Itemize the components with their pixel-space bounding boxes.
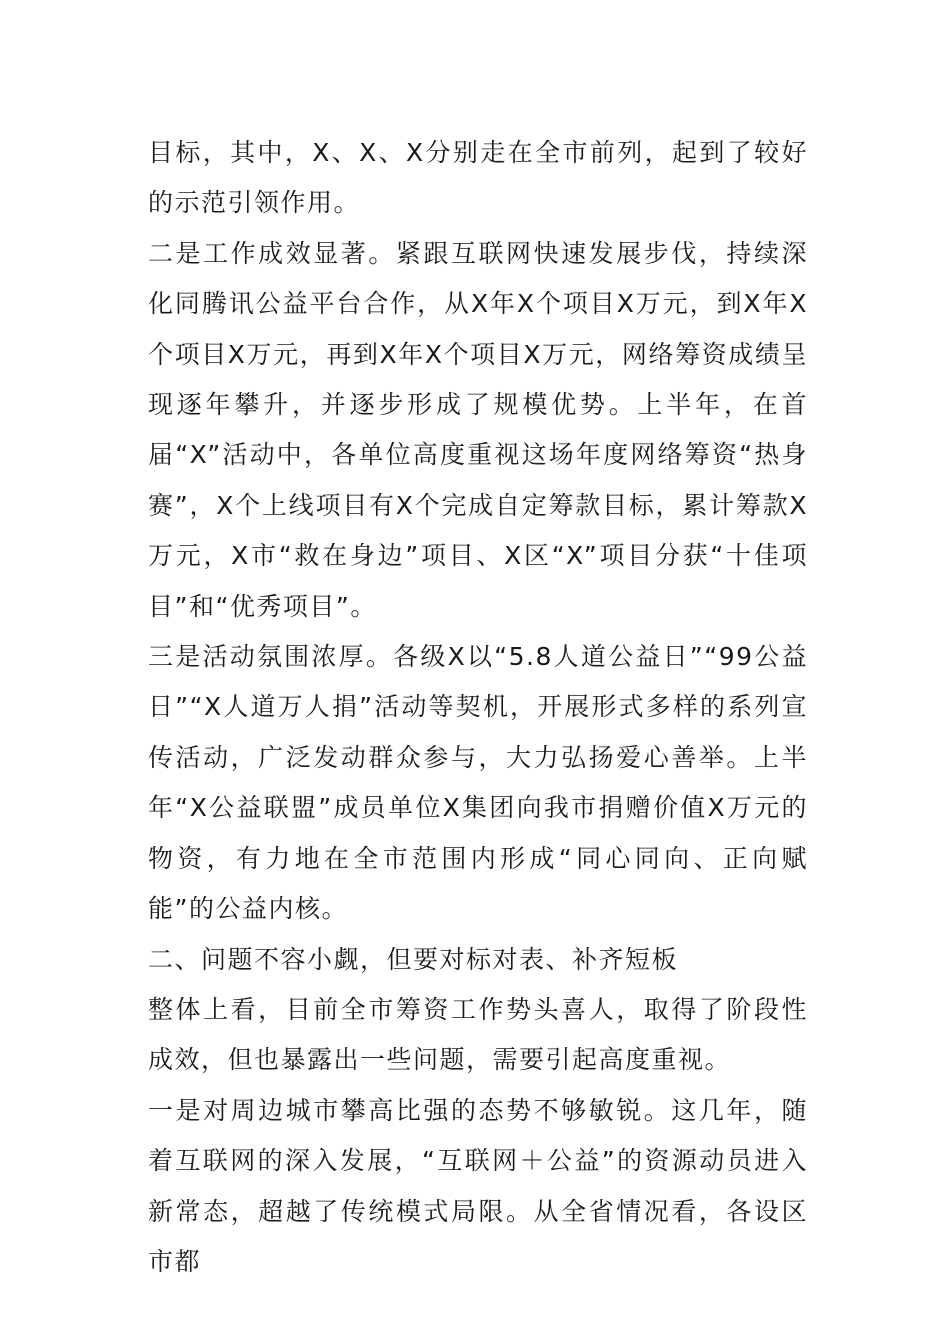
section-heading-problems: 二、问题不容小觑，但要对标对表、补齐短板 bbox=[148, 944, 679, 974]
paragraph-activity-atmosphere: 三是活动氛围浓厚。各级X以“5.8人道公益日”“99公益日”“X人道万人捐”活动等契机，开展形式多样的系列宣传活动，广泛发动群众参与，大力弘扬爱心善举。上半年“X公益联盟”成员单位X集团向我市捐赠价值X万元的物资，有力地在全市范围内形成“同心同向、正向赋能”的公益内核。 bbox=[148, 642, 808, 924]
paragraph-neighboring-cities: 一是对周边城市攀高比强的态势不够敏锐。这几年，随着互联网的深入发展，“互联网＋公益”的资源动员进入新常态，超越了传统模式局限。从全省情况看，各设区市都 bbox=[148, 1095, 808, 1276]
document-body bbox=[148, 128, 808, 1287]
paragraph-continuation: 目标，其中，X、X、X分别走在全市前列，起到了较好的示范引领作用。 bbox=[148, 138, 808, 218]
paragraph-work-results: 二是工作成效显著。紧跟互联网快速发展步伐，持续深化同腾讯公益平台合作，从X年X个项目X万元，到X年X个项目X万元，再到X年X个项目X万元，网络筹资成绩呈现逐年攀升，并逐步形成了规模优势。上半年，在首届“X”活动中，各单位高度重视这场年度网络筹资“热身赛”，X个上线项目有X个完成自定筹款目标，累计筹款X万元，X市“救在身边”项目、X区“X”项目分获“十佳项目”和“优秀项目”。 bbox=[148, 238, 808, 621]
paragraph-overall-view: 整体上看，目前全市筹资工作势头喜人，取得了阶段性成效，但也暴露出一些问题，需要引起高度重视。 bbox=[148, 994, 808, 1075]
